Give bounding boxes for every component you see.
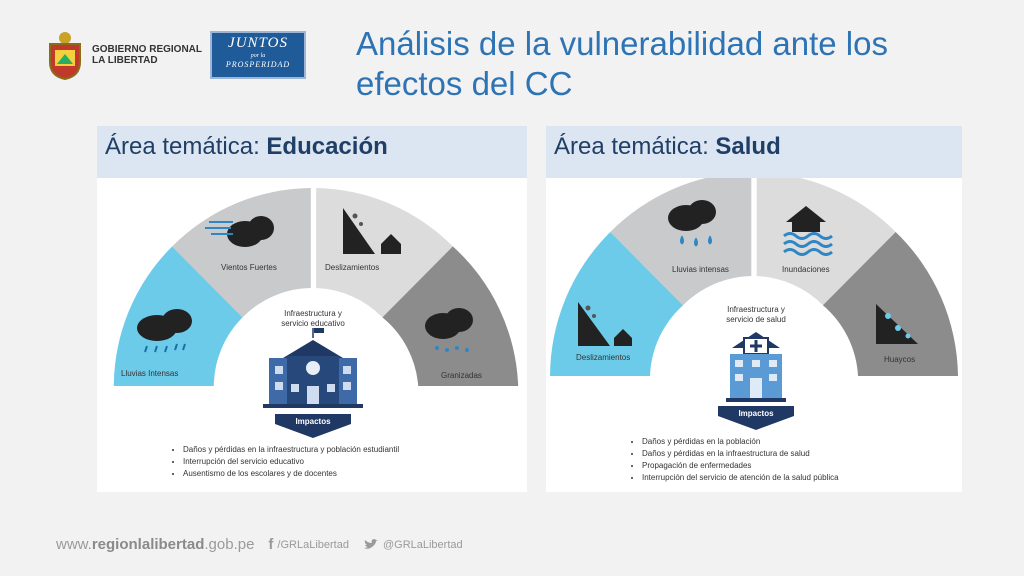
- education-center-line1: Infraestructura y: [284, 309, 342, 318]
- education-heading-topic: Educación: [266, 133, 388, 160]
- health-segment-label-1: Lluvias intensas: [672, 265, 729, 274]
- juntos-line1: JUNTOS: [228, 35, 288, 51]
- facebook-handle: /GRLaLibertad: [277, 538, 349, 551]
- health-center-line1: Infraestructura y: [727, 305, 785, 314]
- gob-line1: GOBIERNO REGIONAL: [92, 44, 203, 55]
- facebook-icon: f: [268, 536, 274, 553]
- health-heading-topic: Salud: [715, 133, 781, 160]
- gob-line2: LA LIBERTAD: [92, 55, 158, 66]
- juntos-line3: PROSPERIDAD: [225, 60, 291, 69]
- list-item: • Daños y pérdidas en la infraestructura y población estudiantil: [183, 444, 399, 456]
- health-heading: [546, 126, 962, 178]
- facebook-link[interactable]: [268, 536, 349, 553]
- health-segment-label-3: Huaycos: [884, 355, 916, 364]
- twitter-handle: @GRLaLibertad: [382, 538, 463, 551]
- health-segment-label-2: Inundaciones: [782, 265, 830, 274]
- health-impacts-list: [628, 436, 839, 484]
- education-segment-label-0: Lluvias Intensas: [121, 369, 179, 378]
- education-center-line2: servicio educativo: [281, 319, 345, 328]
- twitter-icon: [363, 539, 379, 551]
- hospital-icon: [726, 332, 786, 402]
- list-item: • Propagación de enfermedades: [642, 460, 839, 472]
- footer: [56, 536, 463, 553]
- health-impacts-label: Impactos: [738, 409, 774, 418]
- header-logos: [46, 26, 306, 84]
- web-domain: regionlalibertad: [91, 536, 205, 553]
- education-segment-label-1: Vientos Fuertes: [221, 263, 277, 272]
- list-item: • Interrupción del servicio educativo: [183, 456, 399, 468]
- web-suffix: .gob.pe: [204, 536, 255, 553]
- website-link[interactable]: [56, 536, 254, 553]
- health-center-line2: servicio de salud: [726, 315, 786, 324]
- list-item: • Interrupción del servicio de atención de la salud pública: [642, 472, 839, 484]
- health-heading-prefix: Área temática:: [554, 133, 716, 160]
- twitter-link[interactable]: [363, 539, 463, 551]
- list-item: • Daños y pérdidas en la población: [642, 436, 839, 448]
- list-item: • Daños y pérdidas en la infraestructura de salud: [642, 448, 839, 460]
- education-heading-prefix: Área temática:: [105, 133, 267, 160]
- page-title: Análisis de la vulnerabilidad ante los efectos del CC: [356, 25, 888, 102]
- education-segment-label-2: Deslizamientos: [325, 263, 380, 272]
- list-item: • Ausentismo de los escolares y de docentes: [183, 468, 399, 480]
- health-panel: [546, 126, 962, 492]
- school-icon: [263, 328, 363, 408]
- health-segment-label-0: Deslizamientos: [576, 353, 631, 362]
- regional-shield-icon: [46, 30, 84, 80]
- gobierno-regional-logo: [92, 44, 202, 66]
- education-segment-label-3: Granizadas: [441, 371, 482, 380]
- education-impacts-list: [169, 444, 399, 480]
- juntos-line2: por la: [250, 53, 266, 59]
- education-heading: [97, 126, 527, 178]
- juntos-logo: [210, 31, 306, 79]
- education-panel: [97, 126, 527, 492]
- education-impacts-label: Impactos: [295, 417, 331, 426]
- web-prefix: www.: [56, 536, 92, 553]
